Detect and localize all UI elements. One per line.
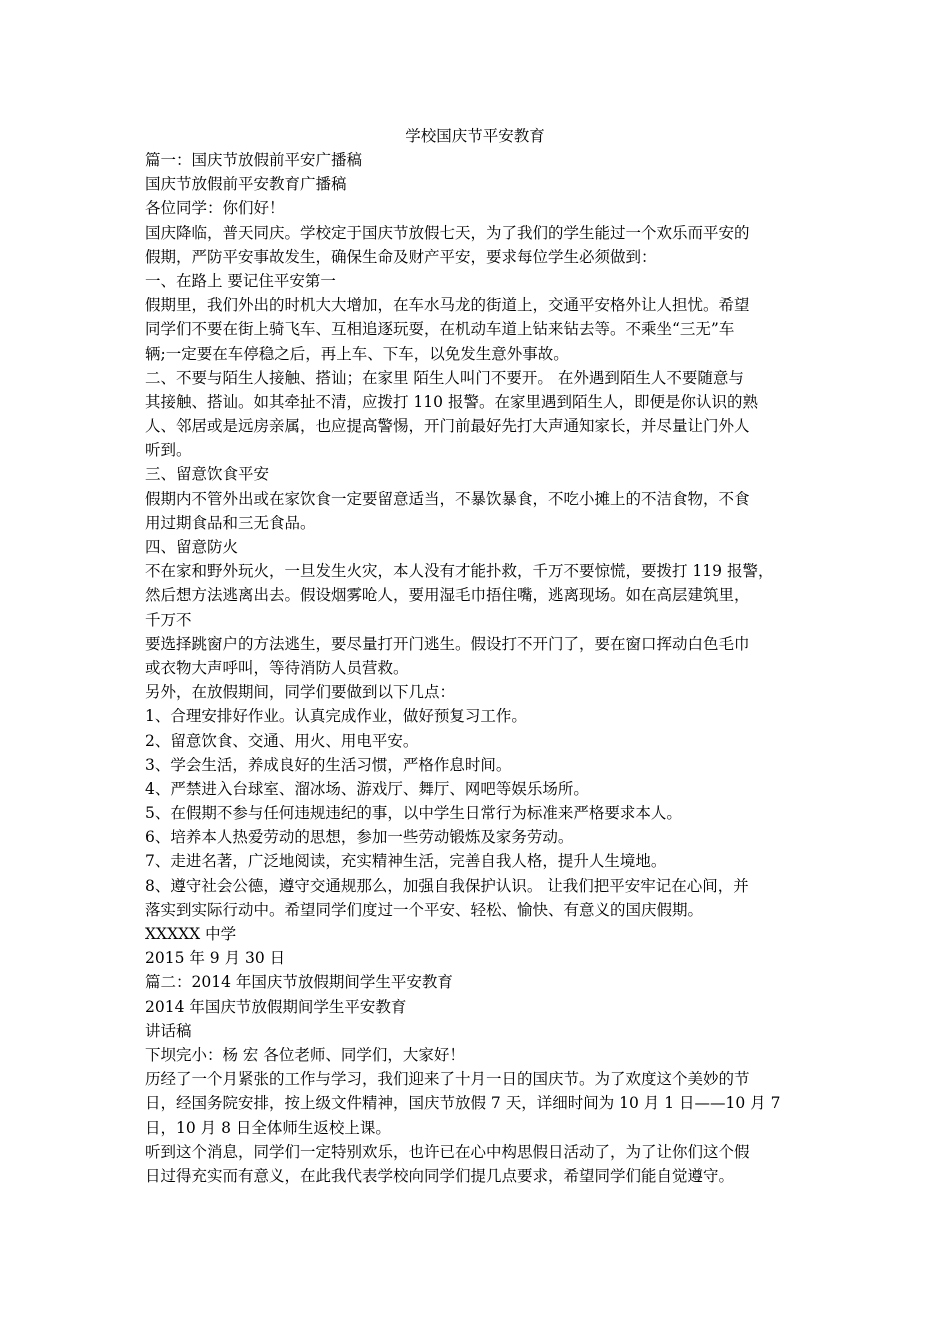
text-line: 篇一：国庆节放假前平安广播稿 (145, 151, 363, 169)
text-line: 四、留意防火 (145, 538, 239, 556)
text-line: 讲话稿 (145, 1021, 192, 1040)
text-line: 篇二：2014 年国庆节放假期间学生平安教育 (145, 973, 453, 992)
text-line: 2015 年 9 月 30 日 (145, 949, 286, 968)
text-line: 用过期食品和三无食品。 (145, 513, 316, 532)
text-line: 4、严禁进入台球室、溜冰场、游戏厅、舞厅、网吧等娱乐场所。 (145, 779, 589, 798)
text-line: 千万不 (145, 610, 192, 629)
text-line: 然后想方法逃离出去。假设烟雾呛人，要用湿毛巾捂住嘴，逃离现场。如在高层建筑里， (145, 586, 750, 605)
text-line: 2、留意饮食、交通、用火、用电平安。 (145, 731, 419, 750)
text-line: 听到。 (145, 441, 192, 460)
text-line: 5、在假期不参与任何违规违纪的事，以中学生日常行为标准来严格要求本人。 (145, 804, 682, 823)
text-line: 人、邻居或是远房亲属，也应提高警惕，开门前最好先打大声通知家长，并尽量让门外人 (145, 417, 750, 436)
text-line: 日，经国务院安排，按上级文件精神，国庆节放假 7 天，详细时间为 10 月 1 日——10 月 7 (145, 1094, 781, 1113)
text-line: 日过得充实而有意义，在此我代表学校向同学们提几点要求，希望同学们能自觉遵守。 (145, 1166, 735, 1185)
document-title: 学校国庆节平安教育 (405, 127, 545, 145)
text-line: 三、留意饮食平安 (145, 465, 270, 484)
text-line: 其接触、搭讪。如其牵扯不清，应拨打 110 报警。在家里遇到陌生人，即便是你认识的熟 (145, 392, 758, 411)
document-body (145, 148, 813, 1188)
text-line: 或衣物大声呼叫，等待消防人员营救。 (145, 658, 409, 677)
text-line: 假期内不管外出或在家饮食一定要留意适当，不暴饮暴食，不吃小摊上的不洁食物，不食 (145, 489, 750, 508)
text-line: 假期里，我们外出的时机大大增加，在车水马龙的街道上，交通平安格外让人担忧。希望 (145, 296, 750, 315)
text-line: XXXXX 中学 (145, 925, 237, 943)
text-line: 历经了一个月紧张的工作与学习，我们迎来了十月一日的国庆节。为了欢度这个美妙的节 (145, 1070, 750, 1089)
text-line: 国庆节放假前平安教育广播稿 (145, 175, 347, 194)
text-line: 落实到实际行动中。希望同学们度过一个平安、轻松、愉快、有意义的国庆假期。 (145, 900, 704, 919)
text-line: 1、合理安排好作业。认真完成作业，做好预复习工作。 (145, 707, 527, 726)
text-line: 2014 年国庆节放假期间学生平安教育 (145, 997, 407, 1016)
text-line: 辆;一定要在车停稳之后，再上车、下车，以免发生意外事故。 (145, 344, 569, 363)
text-line: 听到这个消息，同学们一定特别欢乐，也许已在心中构思假日活动了，为了让你们这个假 (145, 1142, 750, 1161)
text-line: 二、不要与陌生人接触、搭讪；在家里 陌生人叫门不要开。 在外遇到陌生人不要随意与 (145, 368, 744, 387)
text-line: 3、学会生活，养成良好的生活习惯，严格作息时间。 (145, 755, 512, 774)
text-line: 8、遵守社会公德，遵守交通规那么，加强自我保护认识。 让我们把平安牢记在心间，并 (145, 876, 749, 895)
text-line: 下坝完小：杨 宏 各位老师、同学们，大家好！ (145, 1045, 465, 1064)
text-line: 6、培养本人热爱劳动的思想，参加一些劳动锻炼及家务劳动。 (145, 828, 574, 847)
text-line: 假期，严防平安事故发生，确保生命及财产平安，要求每位学生必须做到： (145, 247, 657, 266)
text-line: 日，10 月 8 日全体师生返校上课。 (145, 1118, 391, 1137)
text-line: 同学们不要在街上骑飞车、互相追逐玩耍，在机动车道上钻来钻去等。不乘坐“三无”车 (145, 320, 735, 339)
text-line: 另外，在放假期间，同学们要做到以下几点： (145, 683, 456, 702)
text-line: 要选择跳窗户的方法逃生，要尽量打开门逃生。假设打不开门了，要在窗口挥动白色毛巾 (145, 634, 750, 653)
text-line: 不在家和野外玩火，一旦发生火灾，本人没有才能扑救，千万不要惊慌，要拨打 119 报警， (145, 562, 774, 581)
text-line: 7、走进名著，广泛地阅读，充实精神生活，完善自我人格，提升人生境地。 (145, 852, 667, 871)
text-line: 一、在路上 要记住平安第一 (145, 271, 336, 290)
text-line: 各位同学：你们好！ (145, 199, 285, 218)
text-line: 国庆降临，普天同庆。学校定于国庆节放假七天，为了我们的学生能过一个欢乐而平安的 (145, 223, 750, 242)
